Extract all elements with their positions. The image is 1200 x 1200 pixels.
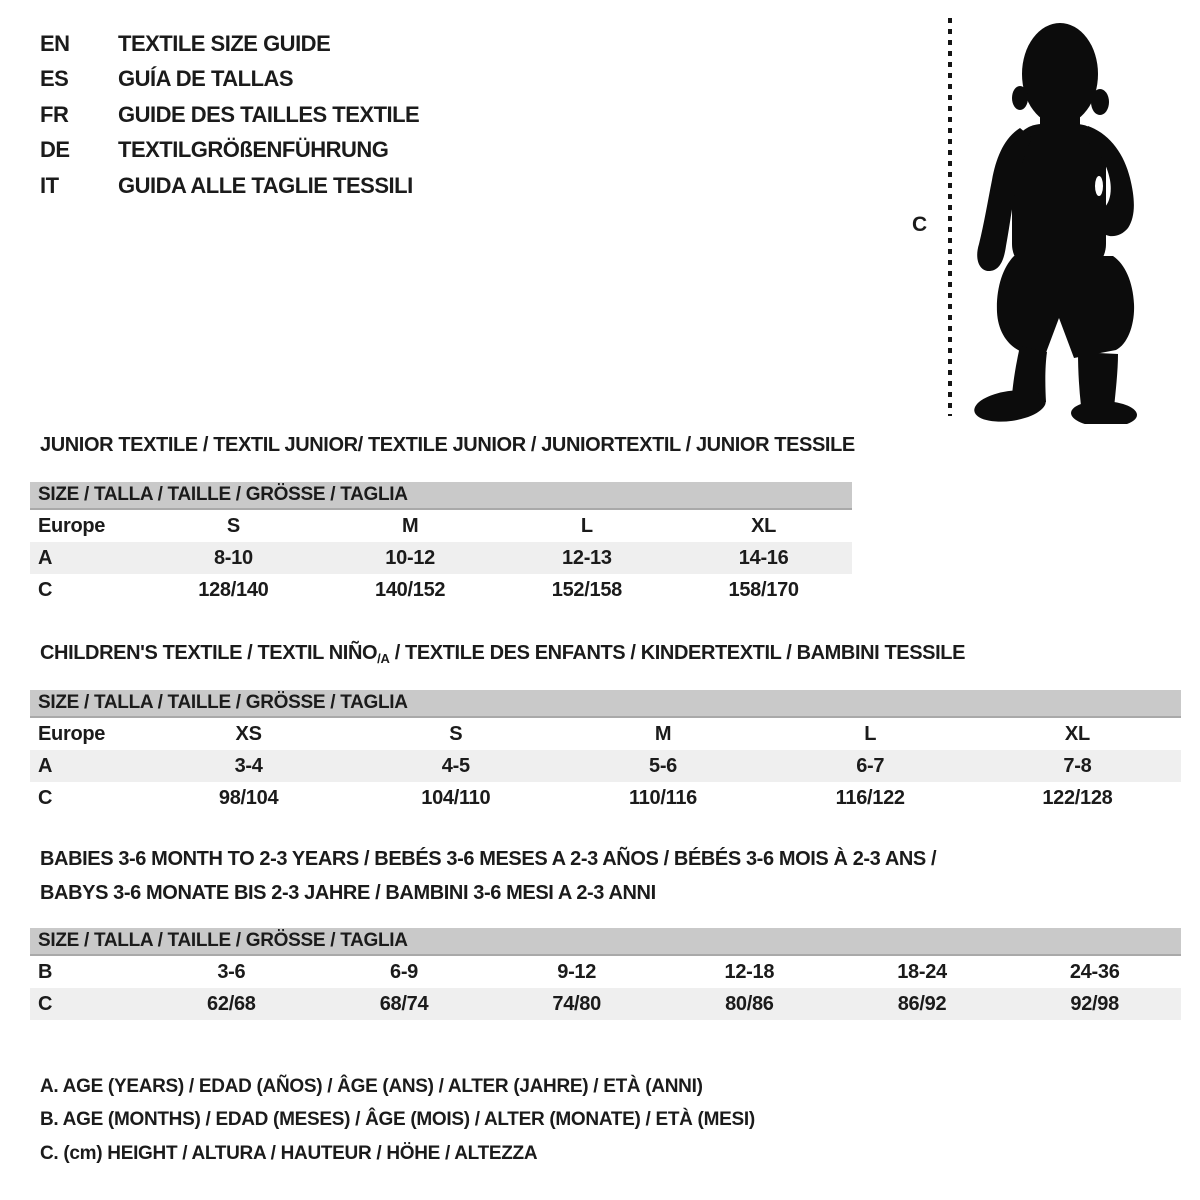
table-row-height: [30, 782, 1181, 814]
babies-title-line1: BABIES 3-6 MONTH TO 2-3 YEARS / BEBÉS 3-6 MESES A 2-3 AÑOS / BÉBÉS 3-6 MOIS À 2-3 ANS /: [40, 848, 937, 870]
size-header-bar: SIZE / TALLA / TAILLE / GRÖSSE / TAGLIA: [30, 482, 852, 510]
table-row-height: [30, 574, 852, 606]
table-row-age: [30, 542, 852, 574]
language-code: ES: [40, 66, 69, 92]
age-cell: 7-8: [1063, 754, 1092, 777]
age-cell: 10-12: [385, 546, 435, 569]
row-label: C: [38, 786, 53, 809]
height-cell: 92/98: [1070, 992, 1119, 1015]
size-cell: M: [654, 722, 672, 745]
row-label: Europe: [38, 514, 106, 537]
children-section-title: [40, 642, 965, 666]
months-cell: 18-24: [897, 960, 947, 983]
height-cell: 62/68: [207, 992, 256, 1015]
language-code: FR: [40, 101, 69, 127]
guide-title-fr: GUIDE DES TAILLES TEXTILE: [118, 101, 420, 127]
row-label: C: [38, 992, 53, 1015]
height-cell: 74/80: [552, 992, 601, 1015]
height-cell: 122/128: [1042, 786, 1113, 809]
size-cell: XL: [751, 514, 777, 537]
size-cell: L: [864, 722, 877, 745]
age-cell: 3-4: [234, 754, 263, 777]
babies-section-title: [40, 842, 936, 910]
height-cell: 68/74: [379, 992, 429, 1015]
age-cell: 14-16: [738, 546, 789, 569]
guide-title-de: TEXTILGRÖßENFÜHRUNG: [118, 137, 389, 163]
months-cell: 6-9: [390, 960, 419, 983]
height-cell: 104/110: [421, 786, 491, 809]
children-title-post: / TEXTILE DES ENFANTS / KINDERTEXTIL / BAMBINI TESSILE: [389, 642, 966, 664]
guide-title-es: GUÍA DE TALLAS: [118, 66, 294, 92]
height-cell: 152/158: [551, 578, 622, 601]
language-code: EN: [40, 30, 70, 56]
row-label: C: [38, 578, 53, 601]
language-title-list: [40, 26, 419, 204]
junior-size-table: [30, 482, 852, 606]
children-size-table: [30, 690, 1181, 814]
babies-size-table: [30, 928, 1181, 1020]
age-cell: 4-5: [441, 754, 470, 777]
height-cell: 110/116: [629, 786, 697, 809]
size-cell: L: [580, 514, 593, 537]
language-code: DE: [40, 137, 70, 163]
table-row-europe: [30, 718, 1181, 750]
legend-line-a: A. AGE (YEARS) / EDAD (AÑOS) / ÂGE (ANS) / ALTER (JAHRE) / ETÀ (ANNI): [40, 1075, 703, 1097]
height-cell: 86/92: [897, 992, 947, 1015]
language-row-en: [40, 26, 419, 62]
row-label: A: [38, 546, 53, 569]
legend: [40, 1070, 755, 1171]
height-cell: 128/140: [198, 578, 269, 601]
junior-section-title: JUNIOR TEXTILE / TEXTIL JUNIOR/ TEXTILE JUNIOR / JUNIORTEXTIL / JUNIOR TESSILE: [40, 434, 855, 456]
row-label: A: [38, 754, 53, 777]
language-row-es: [40, 62, 419, 98]
table-row-europe: [30, 510, 852, 542]
months-cell: 12-18: [724, 960, 775, 983]
height-cell: 116/122: [835, 786, 905, 809]
height-cell: 140/152: [375, 578, 446, 601]
age-cell: 8-10: [213, 546, 253, 569]
row-label: Europe: [38, 722, 106, 745]
height-cell: 80/86: [725, 992, 774, 1015]
height-measure-label: C: [912, 213, 928, 236]
months-cell: 3-6: [217, 960, 246, 983]
height-measure-dashed-line: [948, 18, 952, 416]
months-cell: 24-36: [1069, 960, 1120, 983]
toddler-silhouette-icon: [966, 16, 1142, 424]
guide-title-en: TEXTILE SIZE GUIDE: [118, 30, 331, 56]
size-header-bar: SIZE / TALLA / TAILLE / GRÖSSE / TAGLIA: [30, 928, 1181, 956]
size-cell: XL: [1064, 722, 1090, 745]
guide-title-it: GUIDA ALLE TAGLIE TESSILI: [118, 172, 413, 198]
table-row-height: [30, 988, 1181, 1020]
row-label: B: [38, 960, 53, 983]
size-cell: S: [449, 722, 463, 745]
legend-line-c: C. (cm) HEIGHT / ALTURA / HAUTEUR / HÖHE / ALTEZZA: [40, 1142, 538, 1164]
size-header-bar: SIZE / TALLA / TAILLE / GRÖSSE / TAGLIA: [30, 690, 1181, 718]
language-row-it: [40, 168, 419, 204]
language-row-fr: [40, 97, 419, 133]
height-cell: 98/104: [218, 786, 279, 809]
language-row-de: [40, 133, 419, 169]
table-row-months: [30, 956, 1181, 988]
age-cell: 5-6: [649, 754, 678, 777]
age-cell: 12-13: [562, 546, 612, 569]
table-row-age: [30, 750, 1181, 782]
babies-title-line2: BABYS 3-6 MONATE BIS 2-3 JAHRE / BAMBINI 3-6 MESI A 2-3 ANNI: [40, 882, 656, 904]
size-cell: M: [401, 514, 419, 537]
legend-line-b: B. AGE (MONTHS) / EDAD (MESES) / ÂGE (MOIS) / ALTER (MONATE) / ETÀ (MESI): [40, 1109, 755, 1131]
children-title-pre: CHILDREN'S TEXTILE / TEXTIL NIÑO: [40, 642, 378, 664]
size-cell: S: [226, 514, 240, 537]
language-code: IT: [40, 172, 59, 198]
size-cell: XS: [235, 722, 262, 745]
height-cell: 158/170: [728, 578, 799, 601]
children-title-sub: /A: [377, 651, 390, 666]
age-cell: 6-7: [856, 754, 885, 777]
months-cell: 9-12: [557, 960, 597, 983]
